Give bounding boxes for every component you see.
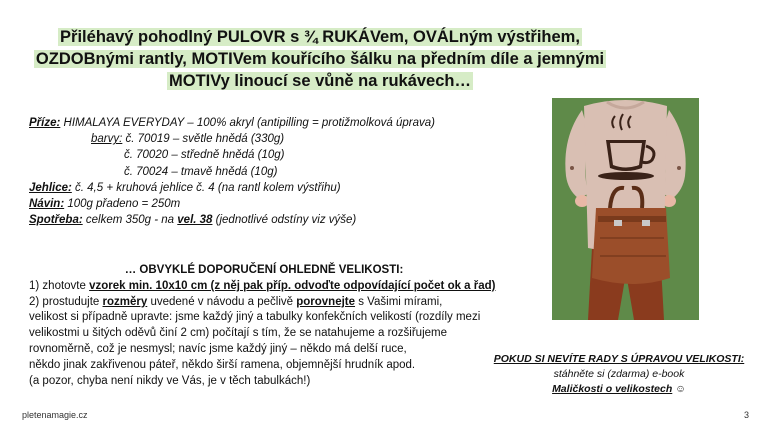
colors-row (29, 131, 549, 147)
size-line-3: velikost si případně upravte: jsme každý jiný a tabulky konfekčních velikostí (rozdíly mezi (29, 311, 481, 324)
yarn-label: Příze: (29, 117, 61, 129)
size-help-note (488, 352, 750, 397)
size-point-1-text: 1) zhotovte (29, 279, 90, 292)
size-point-2-a: 2) prostudujte (29, 295, 103, 308)
usage-row (29, 212, 549, 228)
size-line-4: velikostmi u šitých oděvů činí 2 cm) počítají s tím, že se natahujeme a rozšiřujeme (29, 327, 447, 340)
color-3: č. 70024 – tmavě hnědá (10g) (124, 165, 278, 178)
note-link-row (488, 382, 750, 397)
size-point-2-c: uvedené v návodu a pečlivě (147, 295, 297, 308)
needles-row (29, 180, 549, 196)
sweater-illustration (552, 98, 699, 320)
footer-site: pletenamagie.cz (22, 410, 88, 420)
title-line-3: MOTIVy linoucí se vůně na rukávech… (169, 72, 471, 90)
sweater-photo (552, 98, 699, 320)
yarn-row (29, 115, 549, 131)
dimensions-word: rozměry (102, 295, 148, 308)
ebook-link[interactable]: Maličkosti o velikostech (552, 383, 673, 395)
compare-word: porovnejte (296, 295, 356, 308)
skein-value: 100g přadeno = 250m (64, 198, 181, 211)
skein-row (29, 196, 549, 212)
size-line-6: někdo jinak zakřivenou páteř, někdo širší ramena, objemnější hrudník apod. (29, 358, 416, 371)
smiley-icon: ☺ (672, 383, 686, 395)
colors-label: barvy: (91, 133, 123, 146)
usage-value-b: (jednotlivé odstíny viz výše) (212, 214, 357, 227)
size-point-1 (29, 279, 499, 295)
skein-label: Návin: (29, 198, 65, 211)
page-title (20, 26, 620, 92)
size-point-2-e: s Vašimi mírami, (355, 295, 443, 308)
usage-size: vel. 38 (177, 214, 213, 227)
title-line-2: OZDOBnými rantly, MOTIVem kouřícího šálku na předním díle a jemnými (35, 50, 605, 68)
needles-value: č. 4,5 + kruhová jehlice č. 4 (na rantl kolem výstřihu) (71, 181, 341, 194)
needles-label: Jehlice: (29, 181, 72, 194)
size-recommendation (29, 263, 499, 389)
size-line-7: (a pozor, chyba není nikdy ve Vás, je v těch tabulkách!) (29, 374, 311, 387)
gauge-swatch-note: vzorek min. 10x10 cm (z něj pak příp. odvoďte odpovídající počet ok a řad) (89, 279, 496, 292)
color-1: č. 70019 – světle hnědá (330g) (122, 133, 285, 146)
page-number: 3 (744, 410, 750, 420)
material-specification (29, 115, 549, 228)
size-heading: … OBVYKLÉ DOPORUČENÍ OHLEDNĚ VELIKOSTI: (124, 264, 404, 276)
usage-label: Spotřeba: (29, 214, 83, 227)
note-line-2: stáhněte si (zdarma) e-book (553, 368, 685, 380)
note-heading: POKUD SI NEVÍTE RADY S ÚPRAVOU VELIKOSTI: (493, 353, 745, 365)
title-line-1: Přiléhavý pohodlný PULOVR s ¾ RUKÁVem, OVÁLným výstřihem, (60, 28, 580, 46)
size-line-5: rovnoměrně, což je nesmysl; navíc jsme každý jiný – někdo má delší ruce, (29, 342, 407, 355)
size-point-2 (29, 295, 499, 311)
usage-value-a: celkem 350g - na (82, 214, 178, 227)
yarn-value: HIMALAYA EVERYDAY – 100% akryl (antipilling = protižmolková úprava) (60, 117, 435, 129)
color-2: č. 70020 – středně hnědá (10g) (124, 149, 285, 162)
